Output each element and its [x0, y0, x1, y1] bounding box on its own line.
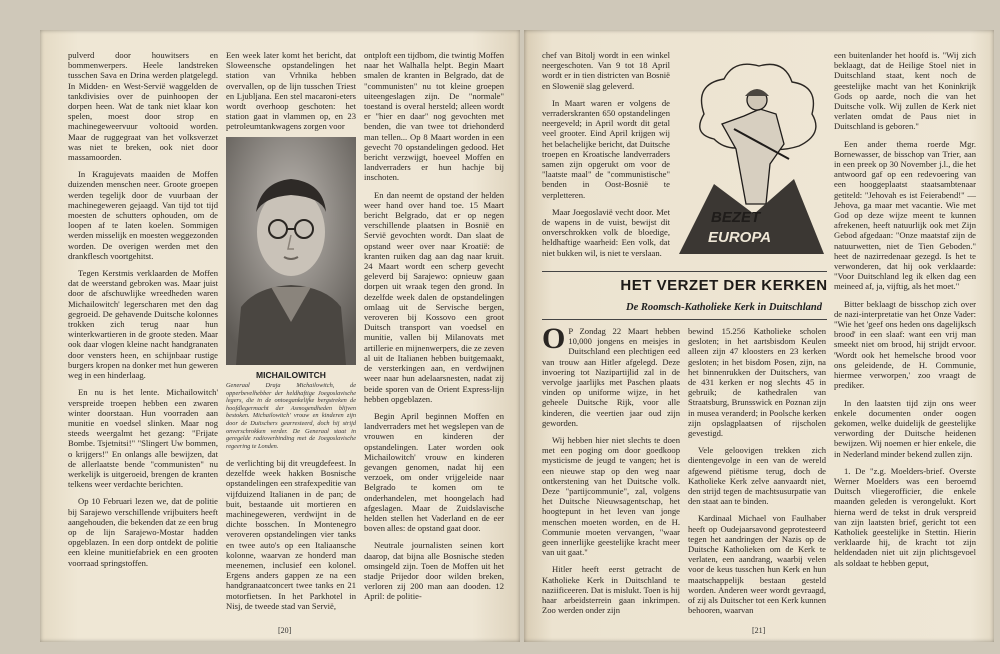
photo-title: MICHAILOWITCH [256, 370, 326, 380]
right-column-3 [834, 50, 976, 575]
paragraph: een buitenlander het hoofd is. "Wij zich beklaagt, dat de Heilige Stoel niet in Duitschland staat, kent noch de geestelijke macht van het Koninkrijk Gods op aarde, noch die van het Duitsche volk. Wij zullen de Kerk niet verlaten omdat de Paus niet in Duitschland is geboren." [834, 50, 976, 132]
paragraph: O P Zondag 22 Maart hebben 10,000 jongens en meisjes in Duitschland een plechtigen eed van trouw aan Hitler afgelegd. Deze invoering tot Nazipartijlid zal in de vervolge jaarlijks met Paschen plaats vinden op uniforme wijze, in het geheele Duitsche Rijk, voor alle kinderen, die veertien jaar oud zijn geworden. [542, 322, 680, 428]
bezet-europa-illustration [674, 54, 829, 264]
paragraph: Een ander thema roerde Mgr. Bornewasser, de bisschop van Trier, aan in een preek op 30 November j.l., die het antwoord gaf op een redevoering van een hooggeplaatst staatsambtenaar getiteld: "Jehovah es ist Feierabend!" — Jehova, ga maar met vacantie. Wie met God op deze wijze meent te kunnen afrekenen, heeft natuurlijk ook met Zijn Gebod afgedaan: "Onze maatstaf zijn de natuurwetten, niet de Tien Geboden." heet de nazirredenaar gezegd. Is het te verwonderen, dat hij ook verklaarde: "Voor Duitschland leg ik elken dag een meineed af, ja, vijftig, als het moet." [834, 138, 976, 292]
right-page [524, 30, 994, 642]
paragraph: Neutrale journalisten seinen kort daarop, dat bijna alle Bosnische steden omsingeld zijn. Toen de Moffen uit het stadje Prijedor door wilden breken, verloren zij 200 man aan dooden. 12 April: de politie- [364, 540, 504, 602]
article-column-1 [542, 322, 680, 622]
paragraph: 1. De "z.g. Moelders-brief. Overste Werner Moelders was een beroemd Duitsch vliegerofficier, die enkele maanden geleden is verongelukt. Kort hierna werd de tekst in druk verspreid van zijn laatsten brief, gericht tot een Katholiek geestelijke in Stettin. Hierin verklaarde hij, de kracht tot zijn heldendaden niet uit zijn plichtsgevoel als soldaat te hebben geput, [834, 465, 976, 568]
article-headline: HET VERZET DER KERKEN [620, 277, 828, 294]
page-number-right: [21] [752, 626, 766, 635]
paragraph: En nu is het lente. Michailowitch' verspreide troepen hebben een zwaren winter doorstaan. Hun voorraden aan munitie en voedsel slinken. Maar nog steeds weergalmt het gezang: "Frijate Bombe. Tsjetnitsi!" "Slingert Uw bommen, o krijgers!" En onlangs alle bewijzen, dat de allerlaatste bende "communisten" nu werkelijk is uitgeroeid, brengen de kranten telkens weer verdachte berichten. [68, 387, 218, 490]
right-column-1-top [542, 50, 670, 265]
poster-word-2: EUROPA [708, 229, 772, 246]
paragraph: In den laatsten tijd zijn ons weer enkele documenten onder oogen gekomen, welke duidelijk de geestelijke verwording der Duitsche heidenen bewijzen. Wij noemen er hier enkele, die in Nederland minder bekend zullen zijn. [834, 397, 976, 459]
paragraph: Hitler heeft eerst getracht de Katholieke Kerk in Duitschland te naziificeeren. Dat is mislukt. Toen is hij haar arbeidsterrein gaan inkrimpen. Zoo werden onder zijn [542, 564, 680, 616]
portrait-photo [226, 137, 356, 365]
paragraph: bewind 15.256 Katholieke scholen gesloten; in het aartsbisdom Keulen alleen zijn 47 kloosters en 23 kerken gesloten; in het bisdom Posen, zijn, na het binnenrukken der Duitschers, van de 431 kerken er nog slechts 45 in gebruik; de kathedralen van Straatsburg, Brunsswick en Poznan zijn in musea veranderd; in Poolsche kerken zijn opslagplaatsen of rijscholen gevestigd. [688, 326, 826, 439]
paragraph: Op 10 Februari lezen we, dat de politie bij Sarajewo verschillende vrijbuiters heeft aangehouden, die bekenden dat ze een brug op de lijn Sarajewo-Mostar hadden opgeblazen. In een dorp ontdekt de politie een kleine munitiefabriek en een grooten voorraad springstoffen. [68, 496, 218, 568]
drop-cap: O [542, 322, 566, 355]
headline-rule-top [542, 271, 827, 272]
poster-word-1: BEZET [711, 209, 761, 226]
paragraph: In Kragujevats maaiden de Moffen duizenden menschen neer. Groote groepen werden tegelijk door de vuurbaan der machinegeweren gejaagd. Van tijd tot tijd moesten de schutters ophouden, om de loopen af te laten koelen. Sommigen werden misselijk en moesten weggezonden worden. De overigen werden met den drankflesch voortgehitst. [68, 169, 218, 261]
paragraph: Bitter beklaagt de bisschop zich over de nazi-interpretatie van het Onze Vader: "Wie het 'geef ons heden ons dagelijksch brood' in een slaaf: want een vrij man smeekt niet om brood, hij strijdt ervoor. 'Wordt ook het hemelsche brood voor ons geleidende, de H. Communie, hiermee verworpen,' zoo vraagt de prediker. [834, 298, 976, 391]
paragraph: Wij hebben hier niet slechts te doen met een poging om door goedkoop mysticisme de jeugd te vangen; het is een nieuwe stap op den weg naar ontkerstening van het Duitsche volk. Deze "partijcommunie", zal, volgens het Duitsche Nieuwsagentschap, het hoogtepunt in het leven van jonge menschen moeten worden, en de H. Communie moeten vervangen, "waar geen innerlijke geestelijke kracht meer van uit gaat." [542, 435, 680, 558]
headline-rule-bottom [542, 319, 827, 320]
left-page [40, 30, 520, 642]
paragraph: ontploft een tijdbom, die twintig Moffen naar het Walhalla helpt. Begin Maart smalen de kranten in Belgrado, dat de "communisten" nu tot kleine groepen uiteengeslagen zijn. De "normale" toestand is overal hersteld; alleen wordt er "hier en daar" nog gevochten met benden, die van twee tot driehonderd man tellen... Op 8 Maart worden in een gevecht 70 opstandelingen gedood. Het bericht verzwijgt, hoeveel Moffen en landverraders er hun hachje bij inschoten. [364, 50, 504, 183]
article-subheadline: De Roomsch-Katholieke Kerk in Duitschland [625, 302, 823, 313]
paragraph: Een week later komt het bericht, dat Sloweensche opstandelingen het station van Vrhnika hebben overvallen, op de lijn tusschen Triest en Ljubljana. Een stel macaroni-eters wordt overhoop geschoten: het station gaat in vlammen op, en 23 petroleumtankwagens zorgen voor [226, 50, 356, 132]
paragraph: chef van Bitolj wordt in een winkel neergeschoten. Van 9 tot 18 April wordt er in tien districten van Bosnië en Slowenië slag geleverd. [542, 50, 670, 91]
paragraph: Maar Joegoslavië vecht door. Met de wapens in de vuist, bewijst dit onverschrokken volk de bloedige, heldhaftige waarheid: Een volk, dat niet bukken wil, is niet te verslaan. [542, 206, 670, 258]
paragraph: En dan neemt de opstand der helden weer hand over hand toe. 15 Maart bericht Belgrado, dat er op negen verschillende plaatsen in Bosnië en Servië gevochten wordt. Dan slaat de opstand weer over naar Kroatië: de kranten ruiken dag aan dag naar kruit. 24 Maart wordt een scherp gevecht geleverd bij Sarajewo: opnieuw gaan dorpen uit wraak tegen den grond. In dezelfde week dalen de opstandelingen omlaag uit de Servische bergen, veroveren bij Kossovo een groot Duitsch transport van voedsel en munitie, vallen bij Milanovats met artillerie en mijnenwerpers, die ze zeven al uit de Italianen hebben buitgemaakt, de versterkingen aan, en verdwijnen weer naar hun adelaarsnesten, nadat zij beide sporen van de Orient Express-lijn hebben opgeblazen. [364, 189, 504, 404]
paragraph: de verlichting bij dit vreugdefeest. In dezelfde week hakken Bosnische opstandelingen een strafexpeditie van vijfduizend Italianen in de pan; de buit, bestaande uit mortieren en machinegeweren, verdwijnt in de dichte bosschen. In Montenegro veroveren opstandelingen vier tanks en twee auto's op een Italiaansche kolonne, waarvan ze honderd man meenemen, inclusief een kolonel. Ergens anders gappen ze na een handgranaatconcert twee tanks en 21 motorfietsen. In het Parkhotel in Nisj, de tweede stad van Servië, [226, 458, 356, 611]
paragraph: pulverd door houwitsers en bommenwerpers. Heele landstreken tusschen Sava en Drina werden platgelegd. In Midden- en West-Servië waggelden de tankdivisies over de puinhoopen der dorpen heen. Wat de tank niet klaar kon spelen, moest door strop en machinegeweervuur voltooid worden. Maar de ruggegraat van het volksverzet was niet te breken, ook niet door massamoorden. [68, 50, 218, 163]
paragraph: Vele geloovigen trekken zich dientengevolge in een van de wereld afgewend piëtisme terug, doch de Katholieke Kerk zelve aanvaardt niet, den strijd tegen de machtsusurpatie van den staat aan te binden. [688, 445, 826, 507]
paragraph: Kardinaal Michael von Faulhaber heeft op Oudejaarsavond geprotesteerd tegen het aandringen der Nazis op de Duitsche Katholieken om de Kerk te verlaten, een aandrang, waarbij velen voor de keus tusschen hun Kerk en hun maatschappelijk bestaan gesteld worden. Anderen weer wordt gevraagd, of zij als Duitscher tot een Kerk kunnen behooren, waarvan [688, 513, 826, 616]
left-column-3 [364, 50, 504, 609]
article-column-2 [688, 326, 826, 622]
left-column-1 [68, 50, 218, 575]
paragraph: Tegen Kerstmis verklaarden de Moffen dat de weerstand gebroken was. Maar juist door de afschuwlijke wreedheden waren Michailowitch' legerscharen met den dag gegroeid. De gehavende Duitsche kolonnes trokken zich terug naar hun winterkwartieren in de groote steden. Maar ook daar vlogen kleine nacht handgranaten door vensters heen, en schijnbaar rustige burgers kropen na donker met hun geweren weg in een hinderlaag. [68, 268, 218, 381]
page-number-left: [20] [278, 626, 292, 635]
paragraph: Begin April beginnen Moffen en landverraders met het wegslepen van de vrouwen en kinderen der opstandelingen. Later worden ook Michailowitch' vrouw en kinderen gevangen genomen, nadat hij een verzoek, om onder vrijgeleide naar Belgrado te komen om te onderhandelen, met hoongelach had afgeslagen. Maar de Zuidslavische helden stellen het Vaderland en de eer boven alles: de opstand gaat door. [364, 410, 504, 534]
photo-caption: Generaal Draja Michailowitch, de opperbevelhebber der heldhaftige Joegoslavische legers, die in de ontoegankelijke bergstreken de hoofdlegermacht der Asmogendheden blijven bestoken. Michailowitch' vrouw en kinderen zijn door de Duitschers gearresteerd, doch hij strijd onverschrokken verder. De Generaal staat in geregelde radioverbinding met de Joegoslavische regeering te Londen. [226, 382, 356, 450]
left-column-2-bottom [226, 458, 356, 618]
paragraph: In Maart waren er volgens de verraderskranten 650 opstandelingen neergeveld; in April wordt dit getal veel grooter. Eind April krijgen wij het belachelijke bericht, dat Duitsche troepen en Kroatische landverraders samen zijn opgerukt om voor de "laatste maal" de "communistische" benden in Oost-Bosnië te verpletteren. [542, 97, 670, 200]
left-column-2-top [226, 50, 356, 139]
